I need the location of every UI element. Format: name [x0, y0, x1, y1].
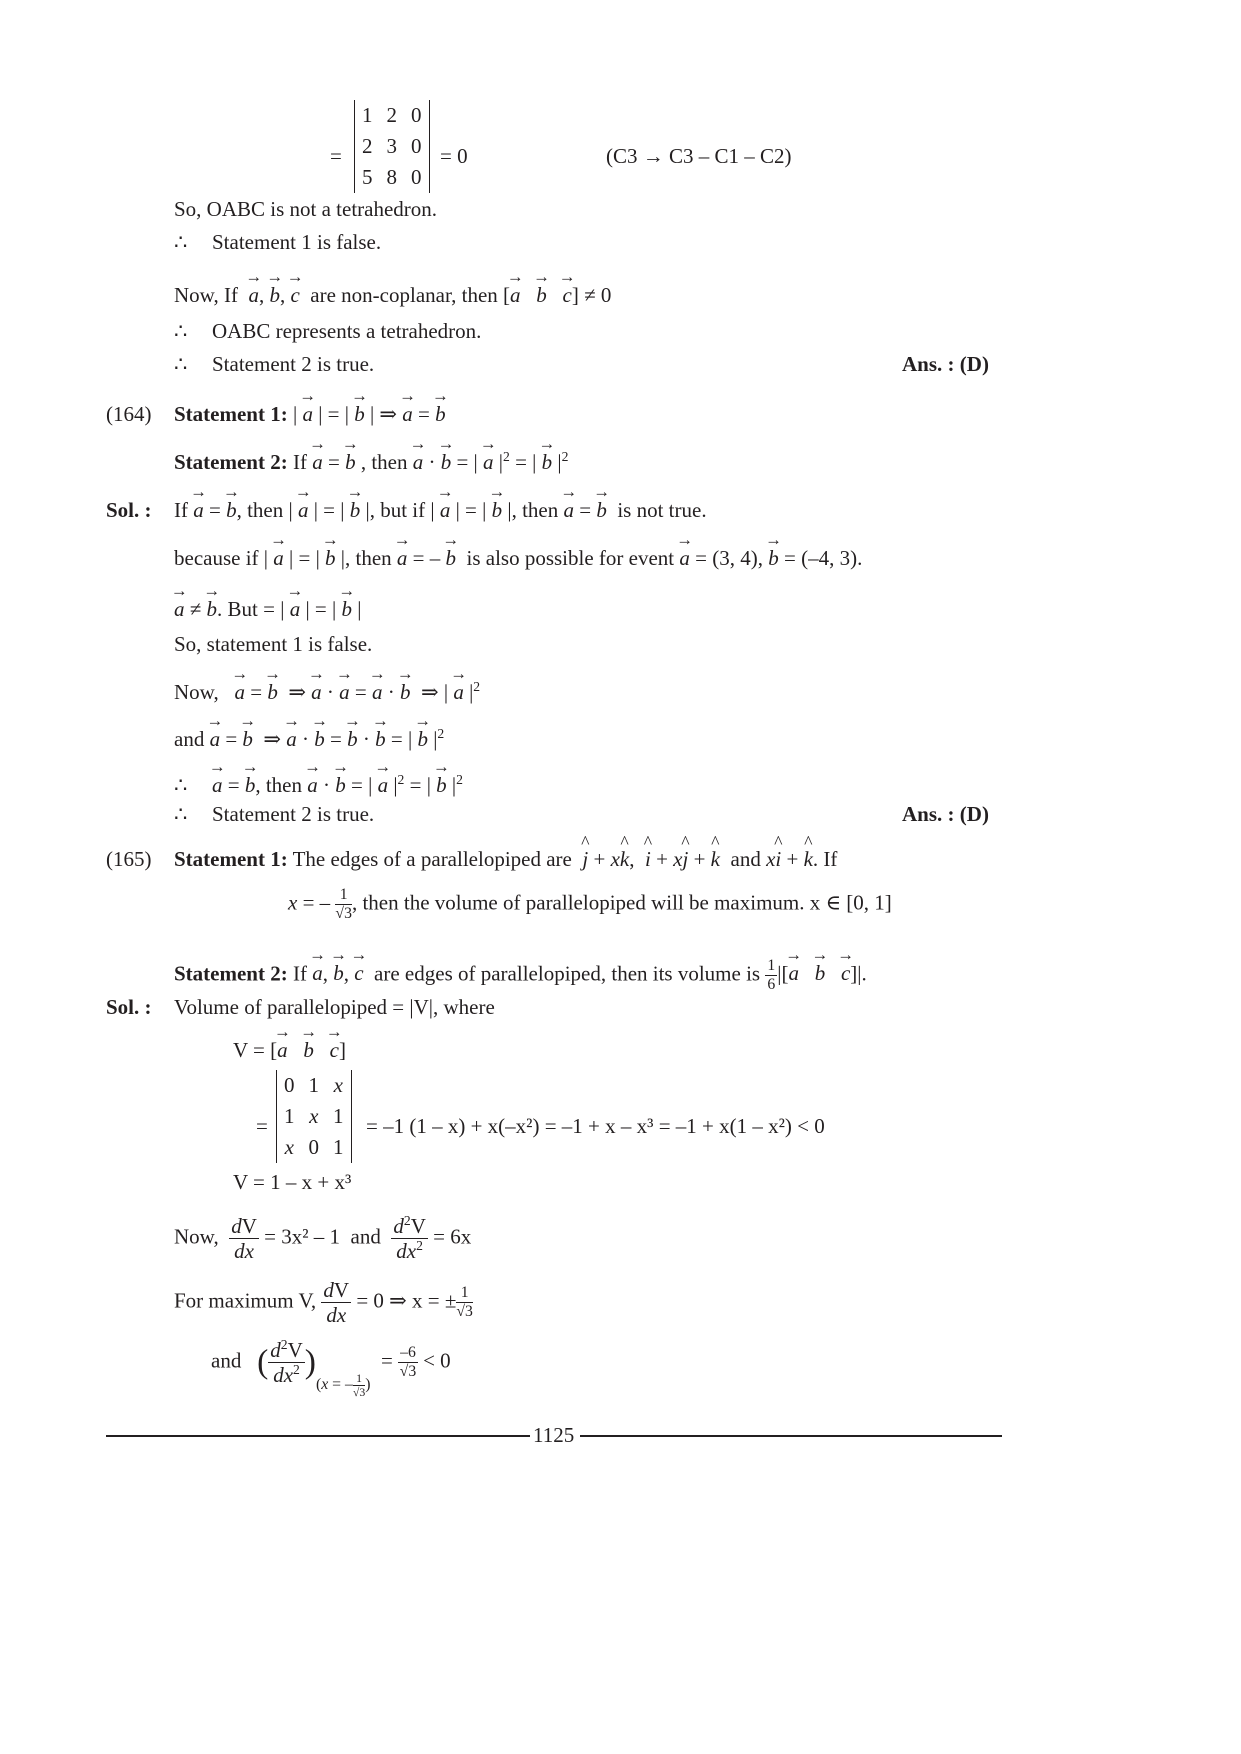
text-line: Statement 2 is true.: [212, 352, 375, 376]
det-equals-sign: =: [256, 1114, 268, 1138]
text-line: Statement 1 is false.: [212, 230, 382, 254]
therefore-symbol: ∴: [174, 319, 188, 343]
solution-line: Statement 2 is true.: [212, 802, 375, 826]
det-equals-sign: =: [330, 144, 342, 168]
det-cell: x: [284, 1135, 294, 1159]
therefore-symbol: ∴: [174, 352, 188, 376]
statement-2: Statement 2: If → a, → b, → c are edges of parallelopiped, then its volume is $\frac{1}{6}$ |[→ a → b → c]|.: [174, 957, 867, 994]
det-cell: 5: [362, 165, 373, 189]
solution-line: V = [→ a → b → c]: [233, 1040, 346, 1061]
solution-line: → a ≠ → b. But = | → a | = | → b |: [174, 599, 361, 620]
det-cell: 3: [386, 134, 397, 158]
det-cell: 0: [411, 103, 422, 127]
det-cell: 2: [386, 103, 397, 127]
det-cell: 0: [308, 1135, 319, 1159]
second-derivative-check: and ( $\frac{d^2V}{dx^2}$ )$_{(x = - \frac{1}{√3} )}$ = $\frac{-6}{√3}$ < 0: [211, 1337, 451, 1400]
column-operation: (C3 → C3 – C1 – C2): [606, 144, 792, 168]
v-result: V = 1 – x + x³: [233, 1170, 352, 1194]
sol-label: Sol. :: [106, 995, 152, 1019]
det-cell: 1: [284, 1104, 295, 1128]
det-cell: 2: [362, 134, 373, 158]
det-cell: 0: [284, 1073, 295, 1097]
det-cell: x: [333, 1073, 343, 1097]
determinant-matrix: [276, 1070, 352, 1163]
det-cell: 0: [411, 134, 422, 158]
question-number: (165): [106, 847, 152, 871]
statement-2: Statement 2: If → a = → b , then → a · → b = | → a $|^2$ = | → b $|^2$: [174, 452, 568, 473]
det-cell: 0: [411, 165, 422, 189]
derivative-line: Now, $\frac{dV}{dx}$ = 3x² – 1 and $\frac{d^2V}{dx^2}$ = 6x: [174, 1213, 472, 1264]
question-number: (164): [106, 402, 152, 426]
maximum-condition: For maximum V, $\frac{dV}{dx}$ = 0 ⇒ x = ± $\frac{1}{√3}$: [174, 1278, 473, 1328]
statement-1-cont: x = – $\frac{1}{√3}$ , then the volume of parallelopiped will be maximum. x ∈ [0, 1]: [288, 886, 892, 923]
answer-label: Ans. : (D): [902, 352, 989, 376]
page-number: 1125: [533, 1423, 575, 1447]
statement-1: Statement 1: The edges of a parallelopiped are ^ j + x^ k, ^ i + x^ j + ^ k and x^ i + ^ k. If: [174, 849, 837, 870]
statement-1: Statement 1: | → a | = | → b | ⇒ → a = → b: [174, 404, 446, 425]
det-cell: 1: [333, 1135, 344, 1159]
solution-line: and → a = → b ⇒ → a · → b = → b · → b = | → b $|^2$: [174, 729, 444, 750]
footer-rule-right: [580, 1435, 1002, 1437]
det-cell: 1: [362, 103, 373, 127]
solution-line: So, statement 1 is false.: [174, 632, 373, 656]
text-line: So, OABC is not a tetrahedron.: [174, 197, 438, 221]
sol-label: Sol. :: [106, 498, 152, 522]
therefore-symbol: ∴: [174, 802, 188, 826]
det-cell: 1: [308, 1073, 319, 1097]
therefore-symbol: ∴: [174, 773, 188, 797]
text-line: OABC represents a tetrahedron.: [212, 319, 482, 343]
text-line-noncoplanar: Now, If → a, → b, → c are non-coplanar, then [→ a → b → c] ≠ 0: [174, 285, 611, 306]
solution-line: If → a = → b, then | → a | = | → b |, but if | → a | = | → b |, then → a = → b is not true.: [174, 500, 707, 521]
det-cell: x: [309, 1104, 319, 1128]
det-result: = 0: [440, 144, 468, 168]
answer-label: Ans. : (D): [902, 802, 989, 826]
det-cell: 8: [386, 165, 397, 189]
therefore-symbol: ∴: [174, 230, 188, 254]
solution-line: Now, → a = → b ⇒ → a · → a = → a · → b ⇒ | → a $|^2$: [174, 682, 480, 703]
solution-line: because if | → a | = | → b |, then → a = – → b is also possible for event → a = (3, 4), → b = (–4, 3).: [174, 548, 862, 569]
det-expansion: = –1 (1 – x) + x(–x²) = –1 + x – x³ = –1 + x(1 – x²) < 0: [366, 1114, 825, 1138]
determinant-matrix: [354, 100, 430, 193]
det-cell: 1: [333, 1104, 344, 1128]
footer-rule-left: [106, 1435, 530, 1437]
solution-line: Volume of parallelopiped = |V|, where: [174, 995, 495, 1019]
solution-line: → a = → b, then → a · → b = | → a $|^2$ = | → b $|^2$: [212, 775, 463, 796]
